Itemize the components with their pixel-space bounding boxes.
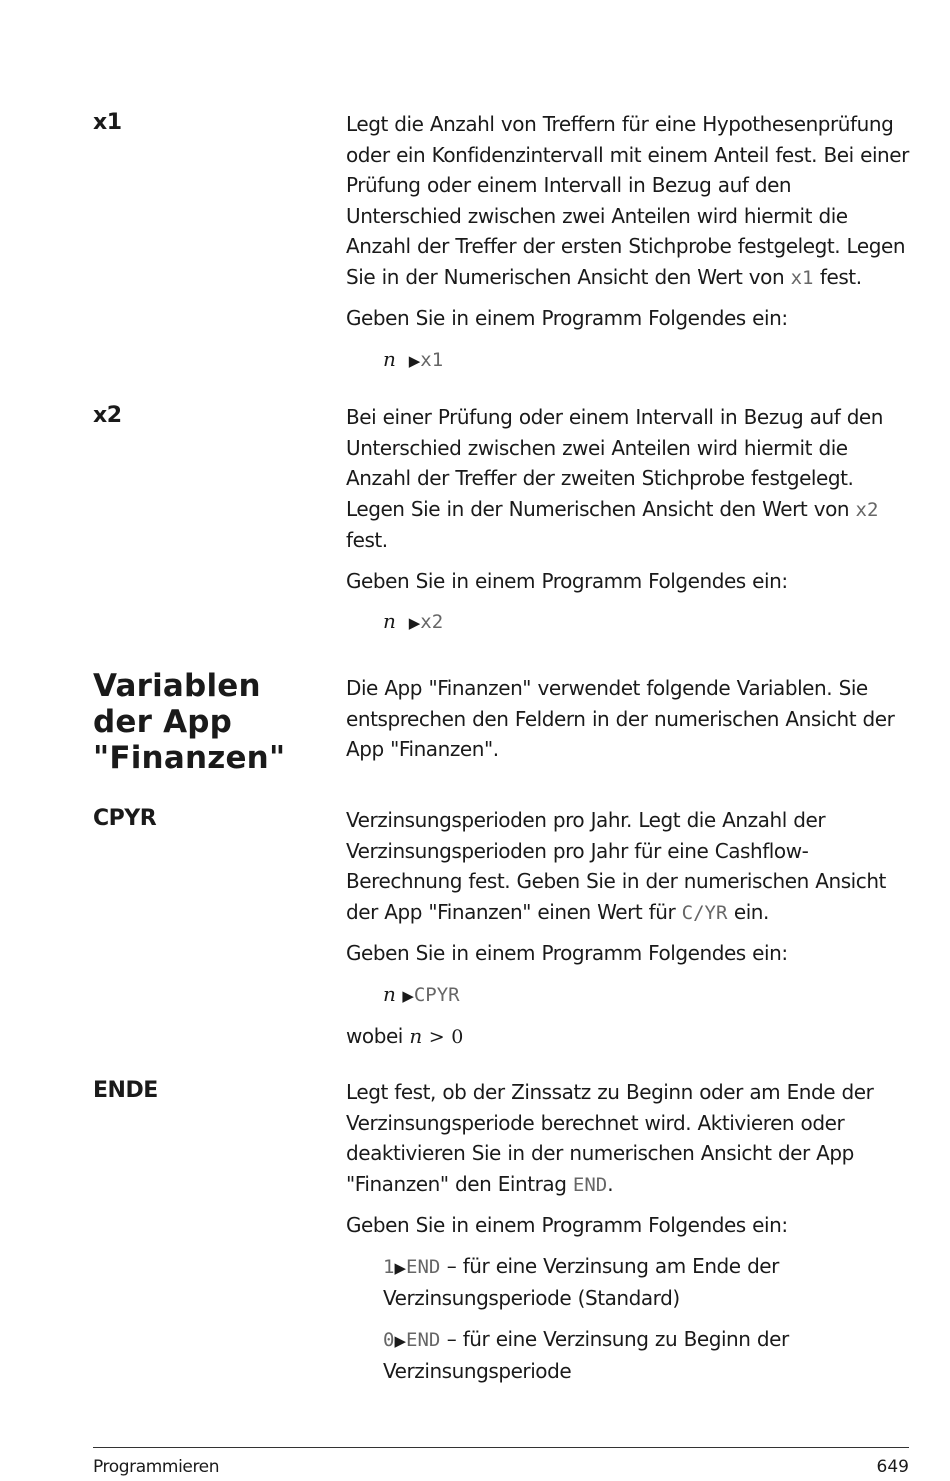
section-description: Die App "Finanzen" verwendet folgende Variablen. Sie entsprechen den Feldern in der numerischen Ansicht der App "Finanzen". [346,676,895,761]
program-intro: Geben Sie in einem Programm Folgendes ein: [346,941,788,965]
program-intro: Geben Sie in einem Programm Folgendes ein: [346,568,788,593]
option-target: END [406,1328,441,1351]
footer-divider [93,1447,909,1448]
heading-line-3: "Finanzen" [93,740,286,776]
term-ende: ENDE [93,1078,158,1103]
option-value: 1 [383,1255,395,1278]
inline-code: x2 [855,498,879,521]
store-arrow-icon: ▶ [394,1331,406,1350]
code-variable: n [383,981,396,1006]
code-example [383,979,911,1012]
entry-cpyr-body [346,805,911,1063]
description-text: Bei einer Prüfung oder einem Intervall in Bezug auf den Unterschied zwischen zwei Anteilen wird hiermit die Anzahl der Treffer der zweiten Stichprobe festgelegt. Legen Sie in der Numerischen Ansicht den Wert von [346,405,884,521]
section-finance-body [346,673,911,775]
term-cpyr: CPYR [93,806,157,831]
entry-ende-body [346,1077,911,1397]
description-text-end: fest. [346,528,388,552]
condition-expression: > 0 [422,1026,464,1048]
program-intro: Geben Sie in einem Programm Folgendes ein: [346,306,788,330]
code-variable: n [383,346,396,371]
code-target: x1 [420,348,444,371]
entry-x1-body [346,109,911,386]
inline-code: END [572,1173,608,1196]
description-text: Verzinsungsperioden pro Jahr. Legt die Anzahl der Verzinsungsperioden pro Jahr für eine Cashflow-Berechnung fest. Geben Sie in der numerischen Ansicht der App "Finanzen" einen Wert für [346,808,886,924]
entry-x2-description [346,402,911,556]
description-text: Legt fest, ob der Zinssatz zu Beginn oder am Ende der Verzinsungsperiode berechnet wird. Aktivieren oder deaktivieren Sie in der numerischen Ansicht der App "Finanzen" den Eintrag [346,1080,874,1196]
option-value: 0 [383,1328,395,1351]
code-example [383,344,911,377]
entry-x2-body [346,402,911,649]
store-arrow-icon: ▶ [408,351,421,370]
program-intro: Geben Sie in einem Programm Folgendes ein: [346,1213,788,1237]
store-arrow-icon: ▶ [408,614,421,632]
term-x1: x1 [93,110,122,135]
page-number: 649 [876,1457,909,1477]
condition-variable: n [409,1024,423,1048]
description-text-end: ein. [727,899,769,924]
entry-ende-description [346,1077,911,1200]
description-text: Legt die Anzahl von Treffern für eine Hypothesenprüfung oder ein Konfidenzintervall mit einem Anteil fest. Bei einer Prüfung oder einem Intervall in Bezug auf den Unterschied zwischen zwei Anteilen wird hiermit die Anzahl der Treffer der ersten Stichprobe festgelegt. Legen Sie in der Numerischen Ansicht den Wert von [346,112,909,289]
option-description: – für eine Verzinsung zu Beginn der Verzinsungsperiode [383,1326,789,1383]
condition-prefix: wobei [346,1024,410,1048]
code-variable: n [383,609,396,633]
option-end-1 [383,1251,911,1314]
description-text-end: fest. [813,264,862,289]
code-target: x2 [420,611,444,633]
section-heading [93,668,285,776]
inline-code: C/YR [681,901,728,924]
entry-x1-description [346,109,911,293]
option-end-0 [383,1324,911,1387]
entry-cpyr-description [346,805,911,928]
option-target: END [406,1255,441,1278]
code-example [383,606,911,639]
heading-line-2: der App [93,704,233,740]
description-text-end: . [607,1171,614,1196]
inline-code: x1 [790,266,814,289]
code-target: CPYR [413,983,460,1006]
heading-line-1: Variablen [93,668,261,704]
store-arrow-icon: ▶ [394,1258,406,1277]
store-arrow-icon: ▶ [402,986,414,1005]
condition-text [346,1021,911,1053]
term-x2: x2 [93,403,122,428]
option-description: – für eine Verzinsung am Ende der Verzinsungsperiode (Standard) [383,1253,779,1310]
footer-section-name: Programmieren [93,1457,220,1477]
